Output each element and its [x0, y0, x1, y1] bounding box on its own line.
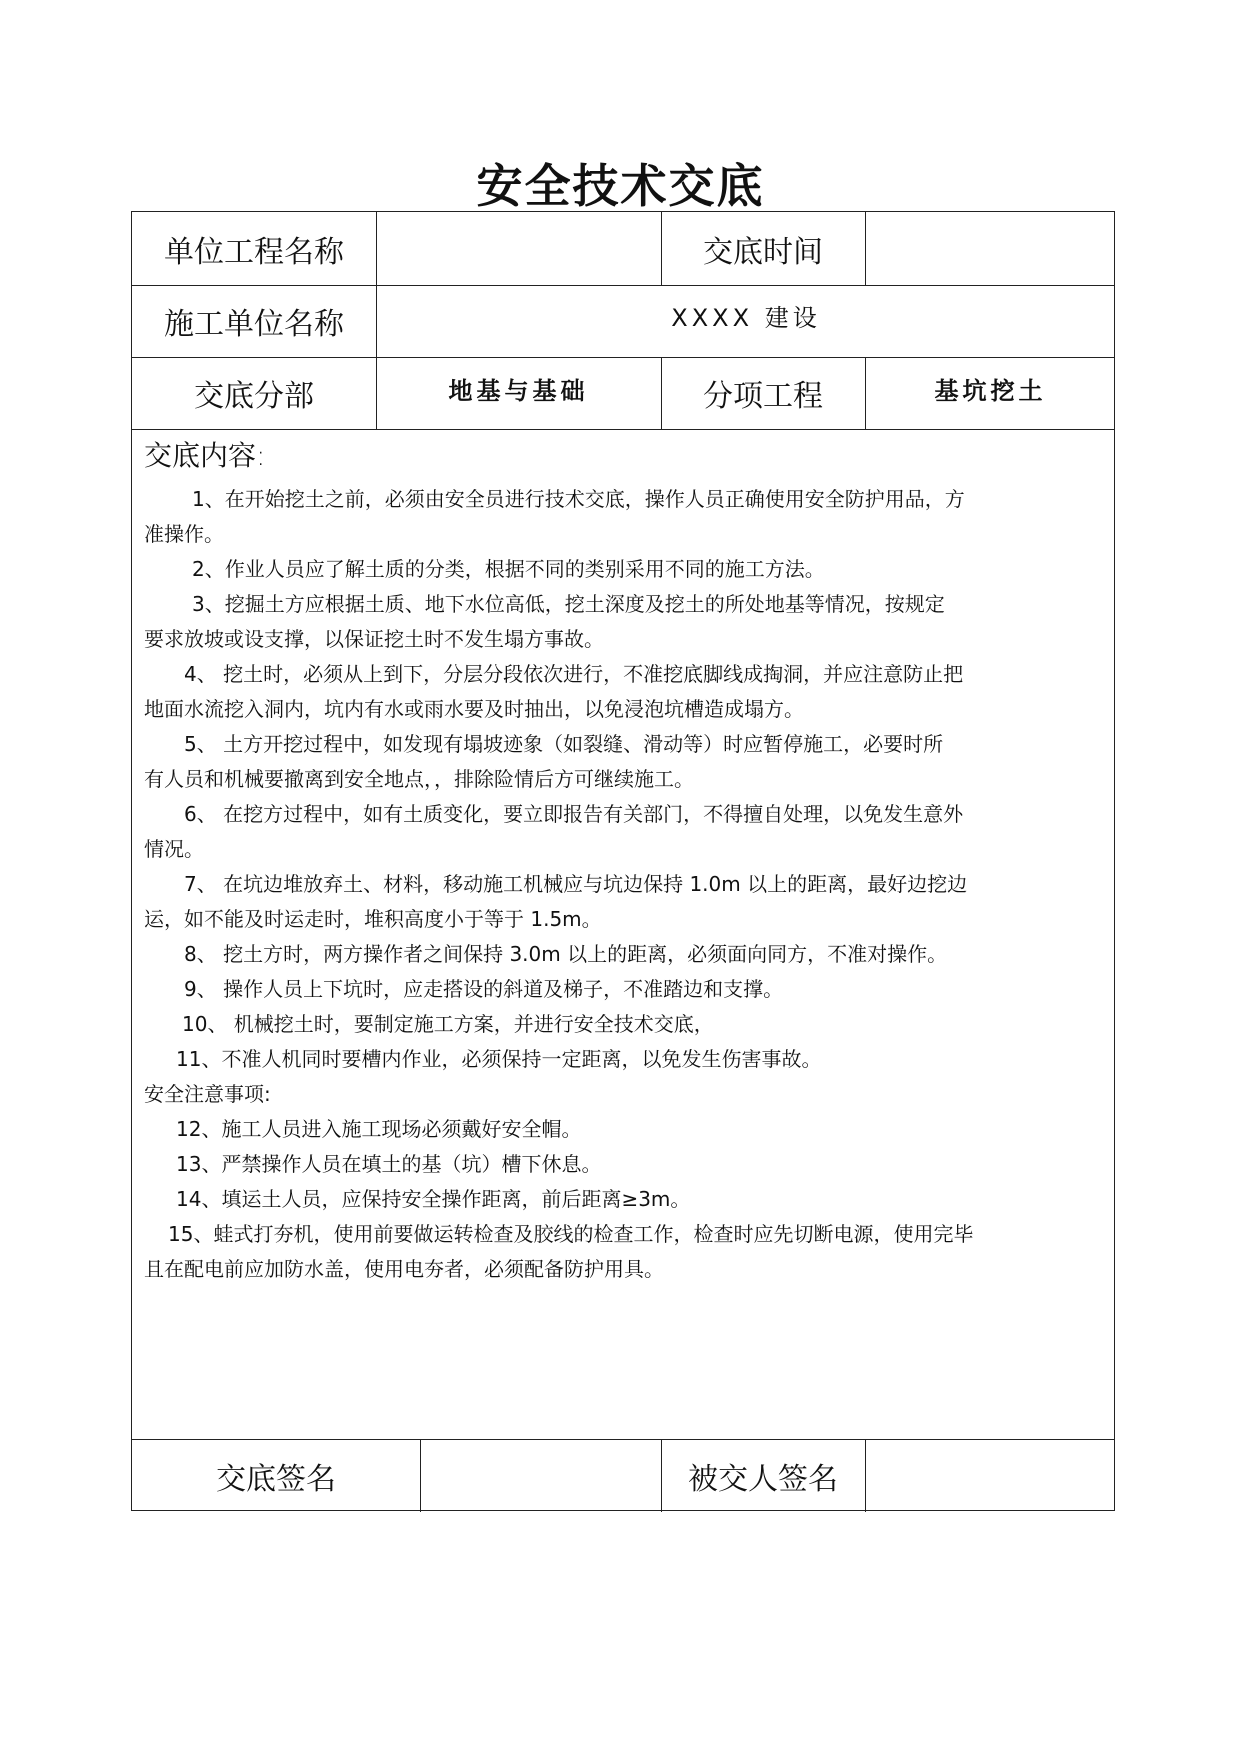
constructor-label: 施工单位名称: [164, 307, 344, 342]
briefing-form: [131, 211, 1115, 1511]
list-item: 10、 机械挖土时，要制定施工方案，并进行安全技术交底，: [182, 1012, 714, 1036]
list-item: 11、不准人机同时要槽内作业，必须保持一定距离，以免发生伤害事故。: [176, 1047, 822, 1071]
briefing-content: [144, 434, 1084, 1287]
content-heading: 交底内容:: [144, 439, 266, 472]
list-item: 运，如不能及时运走时，堆积高度小于等于 1.5m。: [144, 907, 602, 931]
row-divider: [132, 429, 1114, 430]
subitem-field[interactable]: 基坑挖土: [934, 376, 1047, 405]
list-item: 6、 在挖方过程中，如有土质变化，要立即报告有关部门，不得擅自处理，以免发生意外: [184, 802, 964, 826]
division-field[interactable]: 地基与基础: [448, 376, 589, 405]
briefing-time-label: 交底时间: [703, 234, 823, 270]
briefer-sign-label: 交底签名: [216, 1461, 336, 1497]
list-item: 15、蛙式打夯机，使用前要做运转检查及胶线的检查工作，检查时应先切断电源，使用完毕: [168, 1222, 974, 1246]
safety-notes: [144, 1112, 1084, 1287]
list-item: 14、填运土人员，应保持安全操作距离，前后距离≥3m。: [176, 1187, 691, 1211]
briefing-items: [144, 482, 1084, 1077]
briefing-time-field[interactable]: [865, 212, 1116, 285]
division-label: 交底分部: [194, 379, 314, 414]
list-item: 2、作业人员应了解土质的分类，根据不同的类别采用不同的施工方法。: [192, 557, 825, 581]
list-item: 地面水流挖入洞内，坑内有水或雨水要及时抽出，以免浸泡坑槽造成塌方。: [144, 697, 804, 721]
list-item: 情况。: [144, 837, 204, 861]
list-item: 7、 在坑边堆放弃土、材料，移动施工机械应与坑边保持 1.0m 以上的距离，最好边挖边: [184, 872, 968, 896]
document-title: 安全技术交底: [476, 159, 765, 213]
unit-project-field[interactable]: [376, 212, 661, 285]
list-item: 12、施工人员进入施工现场必须戴好安全帽。: [176, 1117, 582, 1141]
constructor-field[interactable]: XXXX 建设: [671, 303, 821, 332]
list-item: 13、严禁操作人员在填土的基（坑）槽下休息。: [176, 1152, 602, 1176]
safety-notes-heading: 安全注意事项:: [144, 1082, 271, 1106]
receiver-sign-label: 被交人签名: [688, 1461, 838, 1497]
list-item: 5、 土方开挖过程中，如发现有塌坡迹象（如裂缝、滑动等）时应暂停施工，必要时所: [184, 732, 944, 756]
list-item: 9、 操作人员上下坑时，应走搭设的斜道及梯子，不准踏边和支撑。: [184, 977, 784, 1001]
list-item: 要求放坡或设支撑，以保证挖土时不发生塌方事故。: [144, 627, 604, 651]
list-item: 且在配电前应加防水盖，使用电夯者，必须配备防护用具。: [144, 1257, 664, 1281]
list-item: 有人员和机械要撤离到安全地点，，排除险情后方可继续施工。: [144, 767, 694, 791]
list-item: 准操作。: [144, 522, 224, 546]
subitem-label: 分项工程: [703, 379, 823, 414]
briefer-sign-field[interactable]: [420, 1439, 661, 1512]
list-item: 4、 挖土时，必须从上到下，分层分段依次进行，不准挖底脚线成掏洞，并应注意防止把: [184, 662, 964, 686]
receiver-sign-field[interactable]: [865, 1439, 1116, 1512]
list-item: 8、 挖土方时，两方操作者之间保持 3.0m 以上的距离，必须面向同方，不准对操作。: [184, 942, 948, 966]
list-item: 3、挖掘土方应根据土质、地下水位高低，挖土深度及挖土的所处地基等情况，按规定: [192, 592, 945, 616]
list-item: 1、在开始挖土之前，必须由安全员进行技术交底，操作人员正确使用安全防护用品，方: [192, 487, 965, 511]
unit-project-label: 单位工程名称: [164, 234, 344, 270]
